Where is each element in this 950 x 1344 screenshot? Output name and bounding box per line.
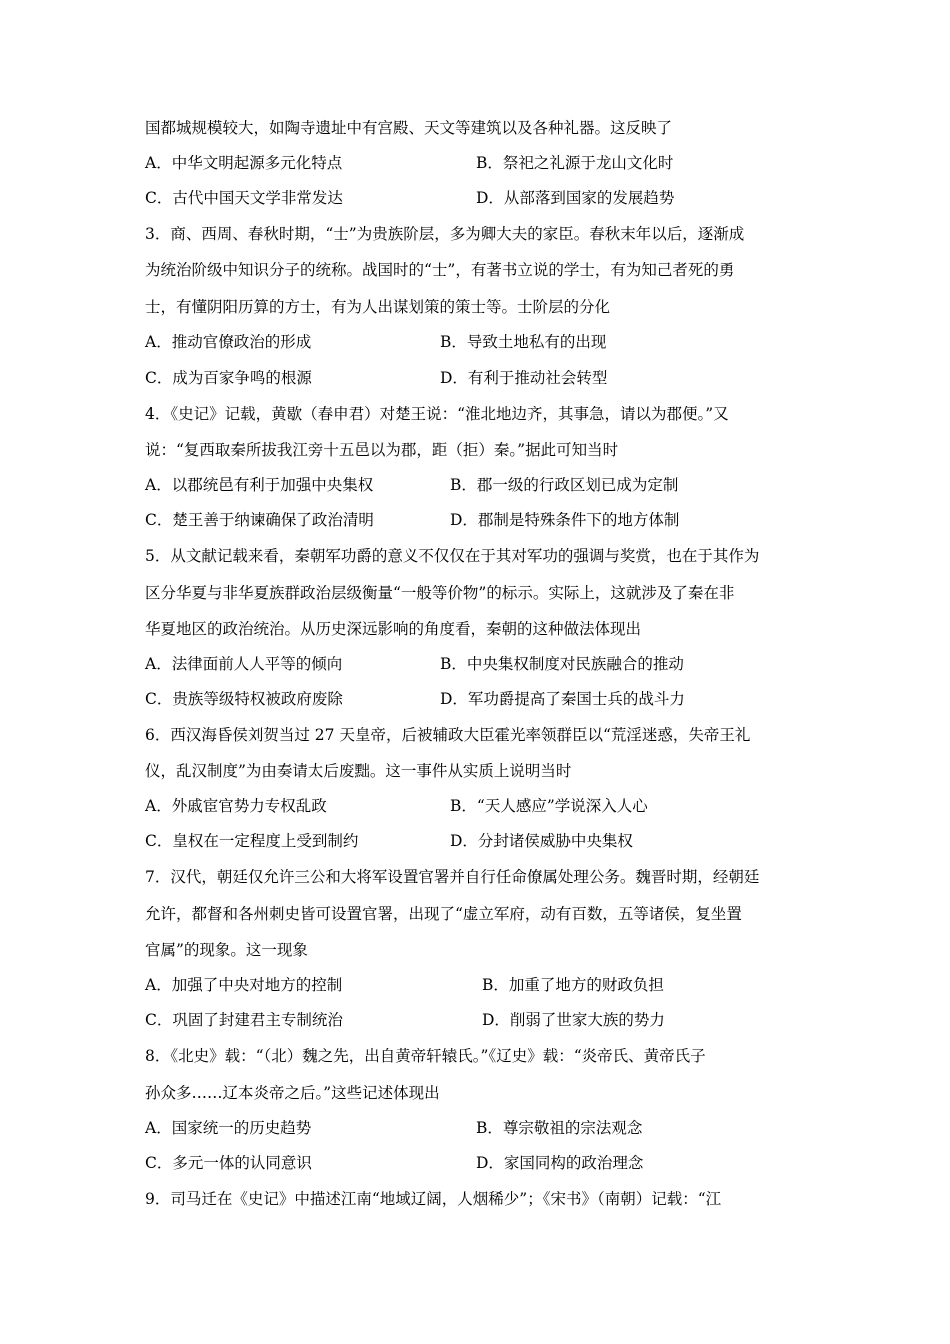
q8-stem-line-2: 孙众多……辽本炎帝之后。”这些记述体现出 [145, 1084, 440, 1102]
q5-stem-line-1: 5．从文献记载来看，秦朝军功爵的意义不仅仅在于其对军功的强调与奖赏，也在于其作为 [145, 547, 760, 565]
q4-stem-line-1: 4．《史记》记载，黄歇（春申君）对楚王说：“淮北地边齐，其事急，请以为郡便。”又 [145, 405, 729, 423]
q2-option-a: A．中华文明起源多元化特点 [145, 154, 343, 172]
q4-option-b: B．郡一级的行政区划已成为定制 [450, 476, 679, 494]
q6-option-a: A．外戚宦官势力专权乱政 [145, 797, 327, 815]
q6-option-d: D．分封诸侯威胁中央集权 [450, 832, 633, 850]
q8-option-b: B．尊宗敬祖的宗法观念 [476, 1119, 643, 1137]
q5-stem-line-3: 华夏地区的政治统治。从历史深远影响的角度看，秦朝的这种做法体现出 [145, 620, 642, 638]
q5-stem-line-2: 区分华夏与非华夏族群政治层级衡量“一般等价物”的标示。实际上，这就涉及了秦在非 [145, 584, 735, 602]
q8-option-d: D．家国同构的政治理念 [476, 1154, 644, 1172]
q5-option-b: B．中央集权制度对民族融合的推动 [440, 655, 684, 673]
q4-option-d: D．郡制是特殊条件下的地方体制 [450, 511, 680, 529]
q7-stem-line-1: 7．汉代，朝廷仅允许三公和大将军设置官署并自行任命僚属处理公务。魏晋时期，经朝廷 [145, 868, 760, 886]
q8-option-a: A．国家统一的历史趋势 [145, 1119, 312, 1137]
q3-option-b: B．导致土地私有的出现 [440, 333, 607, 351]
q2-option-b: B．祭祀之礼源于龙山文化时 [476, 154, 674, 172]
q7-stem-line-2: 允许，都督和各州刺史皆可设置官署，出现了“虚立军府，动有百数，五等诸侯，复坐置 [145, 905, 742, 923]
q4-option-a: A．以郡统邑有利于加强中央集权 [145, 476, 374, 494]
q6-stem-line-1: 6．西汉海昏侯刘贺当过 27 天皇帝，后被辅政大臣霍光率领群臣以“荒淫迷惑，失帝王礼 [145, 726, 751, 744]
q6-option-b: B．“天人感应”学说深入人心 [450, 797, 648, 815]
q7-option-c: C．巩固了封建君主专制统治 [145, 1011, 343, 1029]
q2-stem-line: 国都城规模较大，如陶寺遗址中有宫殿、天文等建筑以及各种礼器。这反映了 [145, 119, 673, 137]
q4-stem-line-2: 说：“复西取秦所拔我江旁十五邑以为郡，距（拒）秦。”据此可知当时 [145, 441, 619, 459]
q9-stem-line-1: 9．司马迁在《史记》中描述江南“地域辽阔，人烟稀少”；《宋书》（南朝）记载：“江 [145, 1190, 722, 1208]
q3-stem-line-1: 3．商、西周、春秋时期，“士”为贵族阶层，多为卿大夫的家臣。春秋末年以后，逐渐成 [145, 225, 745, 243]
q3-option-a: A．推动官僚政治的形成 [145, 333, 312, 351]
q7-option-a: A．加强了中央对地方的控制 [145, 976, 343, 994]
q3-stem-line-3: 士，有懂阴阳历算的方士，有为人出谋划策的策士等。士阶层的分化 [145, 298, 611, 316]
q5-option-a: A．法律面前人人平等的倾向 [145, 655, 343, 673]
q5-option-c: C．贵族等级特权被政府废除 [145, 690, 343, 708]
q2-option-d: D．从部落到国家的发展趋势 [476, 189, 675, 207]
q6-stem-line-2: 仪，乱汉制度”为由奏请太后废黜。这一事件从实质上说明当时 [145, 762, 572, 780]
q2-option-c: C．古代中国天文学非常发达 [145, 189, 343, 207]
q3-stem-line-2: 为统治阶级中知识分子的统称。战国时的“士”，有著书立说的学士，有为知己者死的勇 [145, 261, 735, 279]
q3-option-c: C．成为百家争鸣的根源 [145, 369, 312, 387]
q3-option-d: D．有利于推动社会转型 [440, 369, 608, 387]
q4-option-c: C．楚王善于纳谏确保了政治清明 [145, 511, 374, 529]
q7-option-d: D．削弱了世家大族的势力 [482, 1011, 665, 1029]
q7-stem-line-3: 官属”的现象。这一现象 [145, 941, 308, 959]
q8-stem-line-1: 8．《北史》载：“（北）魏之先，出自黄帝轩辕氏。”《辽史》载：“炎帝氏、黄帝氏子 [145, 1047, 706, 1065]
q5-option-d: D．军功爵提高了秦国士兵的战斗力 [440, 690, 685, 708]
q6-option-c: C．皇权在一定程度上受到制约 [145, 832, 359, 850]
q7-option-b: B．加重了地方的财政负担 [482, 976, 664, 994]
q8-option-c: C．多元一体的认同意识 [145, 1154, 312, 1172]
